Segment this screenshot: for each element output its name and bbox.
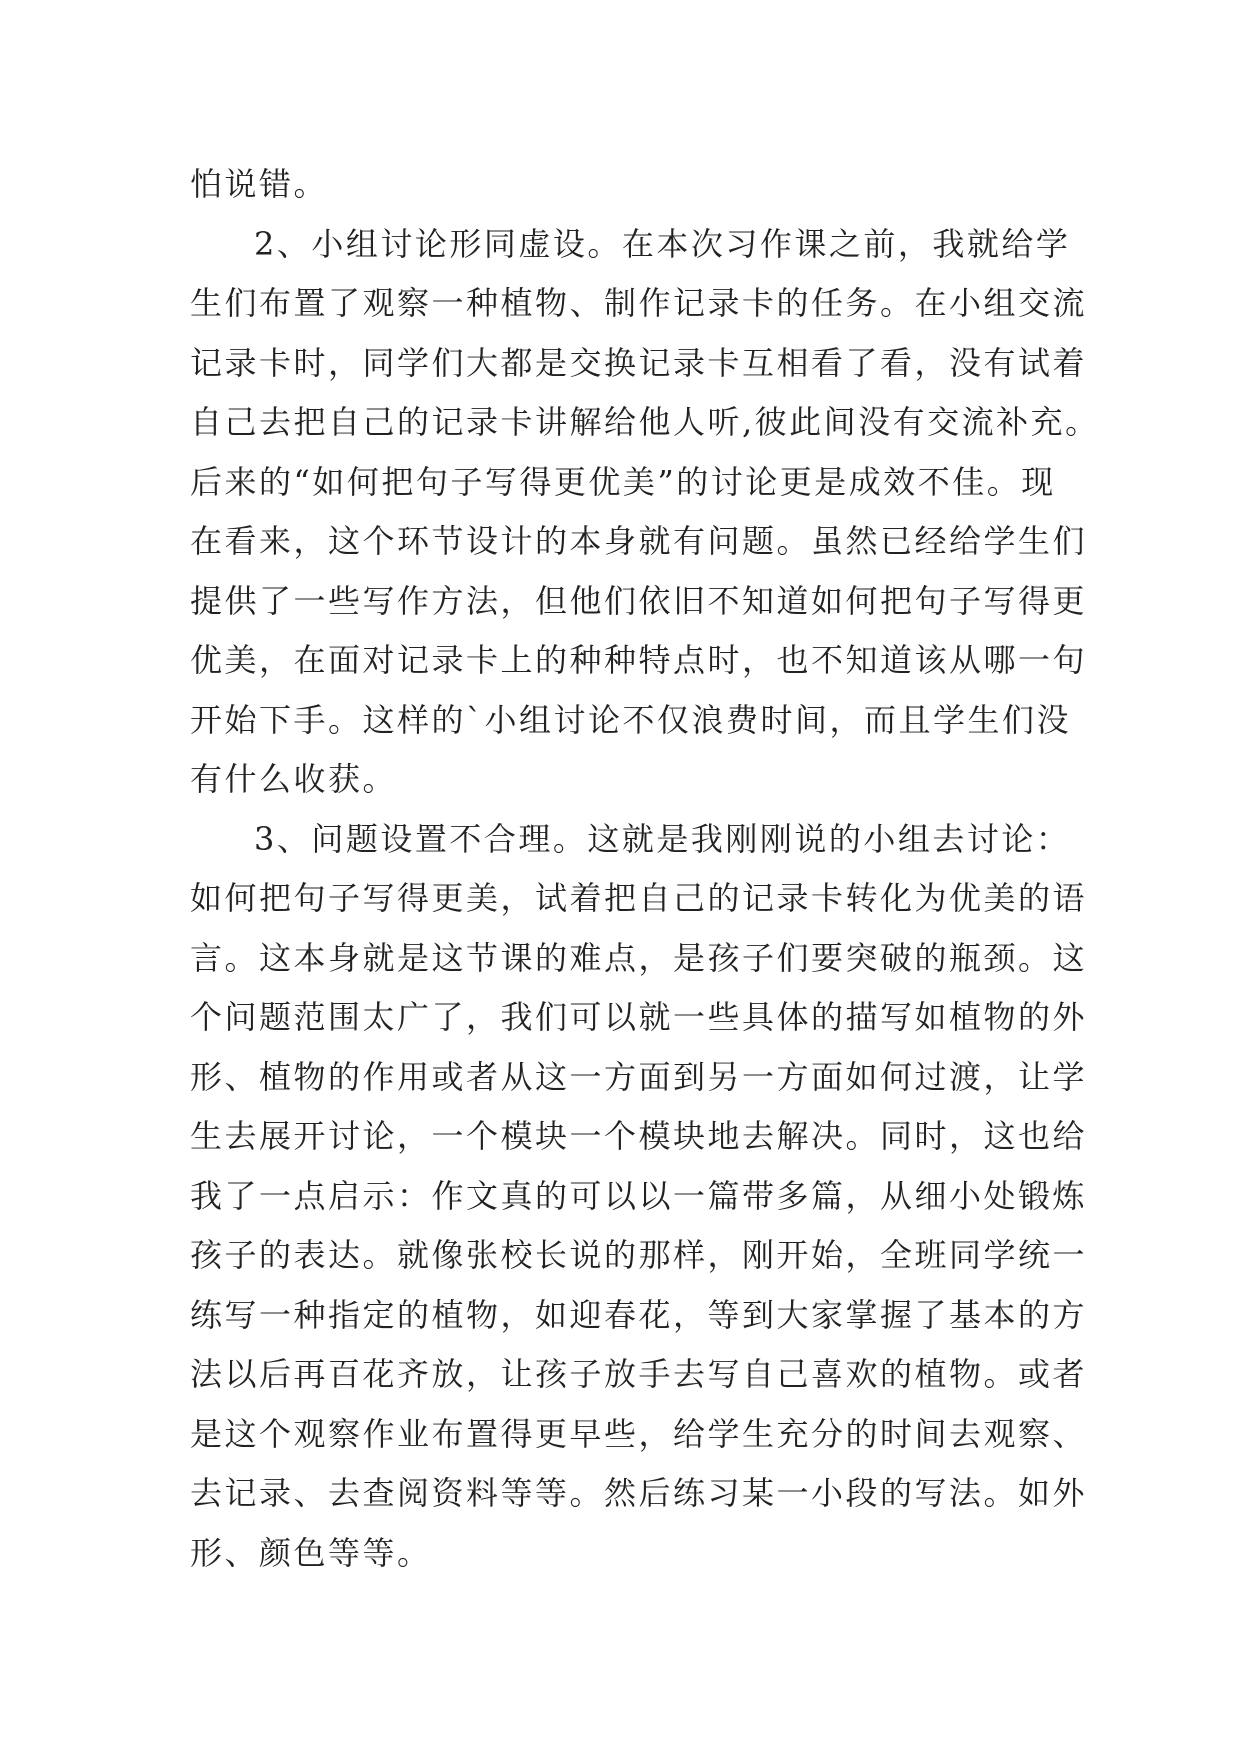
- text-line: 生们布置了观察一种植物、制作记录卡的任务。在小组交流: [190, 284, 1088, 322]
- text-line: 练写一种指定的植物，如迎春花，等到大家掌握了基本的方: [190, 1295, 1088, 1334]
- text-line: 是这个观察作业布置得更早些，给学生充分的时间去观察、: [190, 1414, 1088, 1453]
- text-line: 我了一点启示：作文真的可以以一篇带多篇，从细小处锻炼: [190, 1176, 1088, 1215]
- text-line: 法以后再百花齐放，让孩子放手去写自己喜欢的植物。或者: [190, 1355, 1088, 1393]
- text-line: 怕说错。: [190, 165, 329, 203]
- text-line: 个问题范围太广了，我们可以就一些具体的描写如植物的外: [190, 998, 1088, 1036]
- text-line: 生去展开讨论，一个模块一个模块地去解决。同时，这也给: [190, 1117, 1088, 1155]
- text-line: 有什么收获。: [190, 760, 398, 798]
- text-line: 优美，在面对记录卡上的种种特点时，也不知道该从哪一句: [190, 641, 1088, 679]
- text-line: 在看来，这个环节设计的本身就有问题。虽然已经给学生们: [190, 522, 1088, 560]
- text-line: 开始下手。这样的`小组讨论不仅浪费时间，而且学生们没: [190, 700, 1072, 739]
- text-line: 后来的“如何把句子写得更优美”的讨论更是成效不佳。现: [190, 462, 1056, 501]
- text-line: 孩子的表达。就像张校长说的那样，刚开始，全班同学统一: [190, 1236, 1088, 1274]
- paragraph-3-start: 3、问题设置不合理。这就是我刚刚说的小组去讨论：: [254, 819, 1071, 858]
- text-line: 如何把句子写得更美，试着把自己的记录卡转化为优美的语: [190, 879, 1088, 917]
- text-line: 去记录、去查阅资料等等。然后练习某一小段的写法。如外: [190, 1474, 1088, 1512]
- text-line: 言。这本身就是这节课的难点，是孩子们要突破的瓶颈。这: [190, 938, 1088, 977]
- text-line: 形、颜色等等。: [190, 1533, 432, 1572]
- text-line: 自己去把自己的记录卡讲解给他人听,彼此间没有交流补充。: [190, 403, 1100, 441]
- paragraph-2-start: 2、小组讨论形同虚设。在本次习作课之前，我就给学: [254, 224, 1071, 263]
- text-line: 形、植物的作用或者从这一方面到另一方面如何过渡，让学: [190, 1057, 1088, 1096]
- text-line: 提供了一些写作方法，但他们依旧不知道如何把句子写得更: [190, 581, 1088, 620]
- text-line: 记录卡时，同学们大都是交换记录卡互相看了看，没有试着: [190, 343, 1088, 382]
- body-text: [190, 155, 1100, 1583]
